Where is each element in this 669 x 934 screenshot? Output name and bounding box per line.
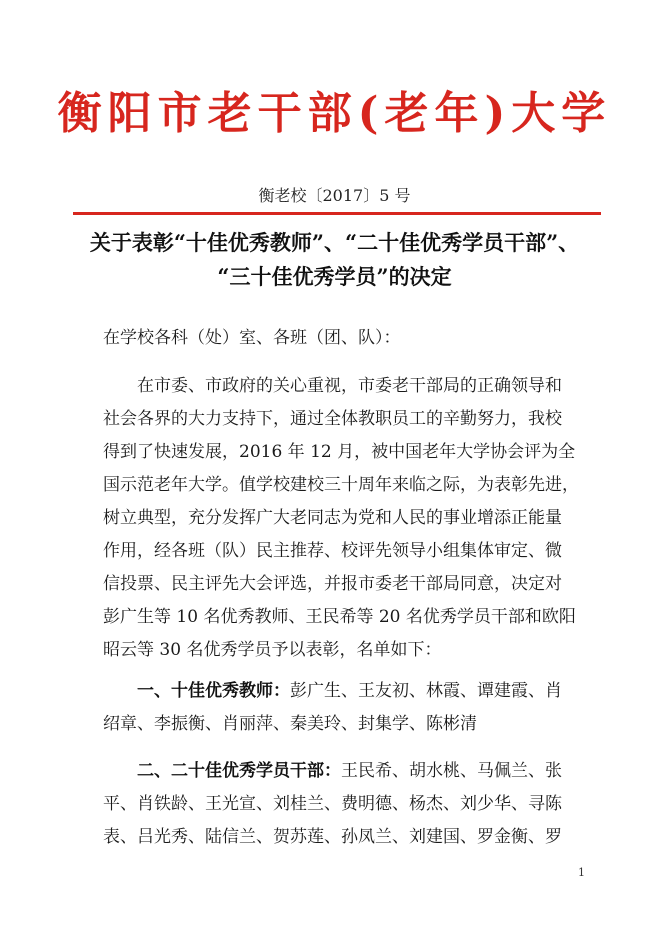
- section-line: 绍章、李振衡、肖丽萍、秦美玲、封集学、陈彬清: [103, 714, 477, 734]
- red-divider-line: [73, 212, 601, 215]
- document-title-line-2: “三十佳优秀学员”的决定: [217, 264, 452, 289]
- section-line: 表、吕光秀、陆信兰、贺苏莲、孙凤兰、刘建国、罗金衡、罗: [103, 827, 562, 847]
- main-paragraph: [103, 370, 589, 667]
- page-number: 1: [578, 866, 585, 879]
- paragraph-line: 树立典型，充分发挥广大老同志为党和人民的事业增添正能量: [103, 508, 562, 528]
- paragraph-line: 社会各界的大力支持下，通过全体教职员工的辛勤努力，我校: [103, 409, 562, 429]
- paragraph-line: 信投票、民主评先大会评选，并报市委老干部局同意，决定对: [103, 574, 562, 594]
- name-list: 彭广生、王友初、林霞、谭建霞、肖: [290, 681, 562, 701]
- section-outstanding-student-cadres: [103, 755, 589, 854]
- organization-title: 衡阳市老干部(老年)大学: [57, 88, 612, 139]
- salutation: 在学校各科（处）室、各班（团、队）：: [103, 328, 401, 348]
- paragraph-line: 在市委、市政府的关心重视，市委老干部局的正确领导和: [137, 376, 562, 396]
- section-line: [103, 755, 589, 788]
- paragraph-line: 国示范老年大学。值学校建校三十周年来临之际，为表彰先进，: [103, 475, 579, 495]
- section-line: [103, 675, 589, 708]
- paragraph-line: 得到了快速发展，2016 年 12 月，被中国老年大学协会评为全: [103, 442, 576, 462]
- paragraph-line: 作用，经各班（队）民主推荐、校评先领导小组集体审定、微: [103, 541, 562, 561]
- section-heading: 二、二十佳优秀学员干部：: [137, 761, 341, 781]
- document-title-line-1: 关于表彰“十佳优秀教师”、“二十佳优秀学员干部”、: [89, 230, 580, 255]
- paragraph-line: 昭云等 30 名优秀学员予以表彰，名单如下：: [103, 640, 442, 660]
- section-line: 平、肖铁龄、王光宣、刘桂兰、费明德、杨杰、刘少华、寻陈: [103, 794, 562, 814]
- paragraph-line: 彭广生等 10 名优秀教师、王民希等 20 名优秀学员干部和欧阳: [103, 607, 576, 627]
- name-list: 王民希、胡水桃、马佩兰、张: [341, 761, 562, 781]
- document-number: 衡老校〔2017〕5 号: [258, 186, 411, 205]
- section-outstanding-teachers: [103, 675, 589, 741]
- section-heading: 一、十佳优秀教师：: [137, 681, 290, 701]
- document-title: [60, 226, 609, 294]
